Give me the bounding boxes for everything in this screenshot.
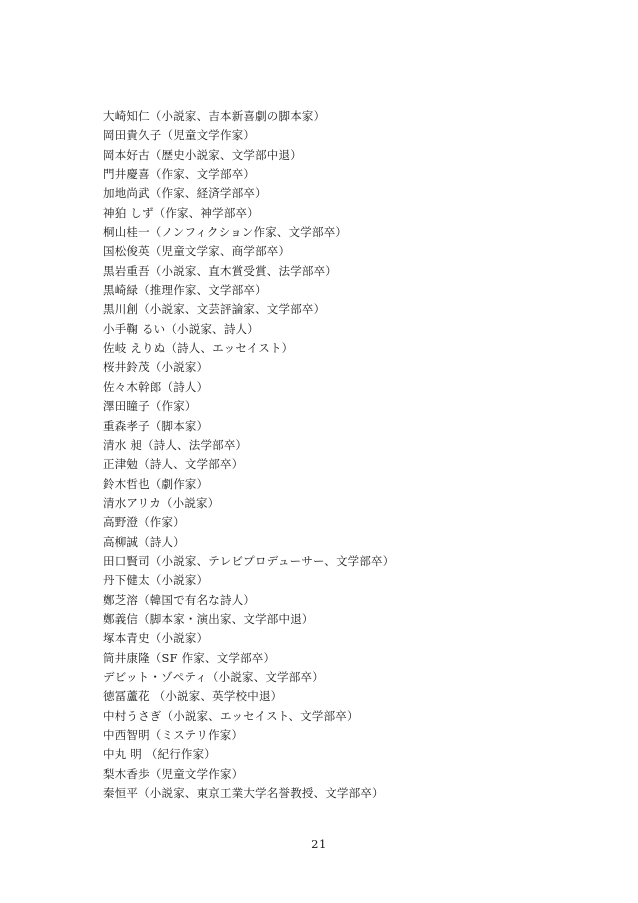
author-entry: 加地尚武（作家、経済学部卒） [103,186,267,201]
author-entry: 秦恒平（小説家、東京工業大学名誉教授、文学部卒） [103,786,384,801]
author-entry: 岡本好古（歴史小説家、文学部中退） [103,147,302,162]
author-entry: 黒川創（小説家、文芸評論家、文学部卒） [103,302,326,317]
author-entry: 鄭芝溶（韓国で有名な詩人） [103,592,256,607]
author-entry: 佐岐 えりぬ（詩人、エッセイスト） [103,341,294,356]
author-entry: 高柳誠（詩人） [103,534,185,549]
author-entry: 桐山桂一（ノンフィクション作家、文学部卒） [103,225,348,240]
author-entry: 中西智明（ミステリ作家） [103,728,244,742]
author-entry: 田口賢司（小説家、テレビプロデューサー、文学部卒） [103,553,395,568]
author-entry: 鄭義信（脚本家・演出家、文学部中退） [103,611,314,626]
author-list [103,107,603,803]
author-entry: 佐々木幹郎（詩人） [103,379,209,394]
author-entry: 小手鞠 るい（小説家、詩人） [103,321,259,336]
author-entry: 重森孝子（脚本家） [103,418,209,433]
author-entry: 鈴木哲也（劇作家） [103,476,209,491]
author-entry: 塚本青史（小説家） [103,631,209,646]
author-entry: 神狛 しず（作家、神学部卒） [103,205,259,220]
author-entry: 黒崎緑（推理作家、文学部卒） [103,283,267,298]
author-entry: 澤田瞳子（作家） [103,399,197,414]
author-entry: 黒岩重吾（小説家、直木賞受賞、法学部卒） [103,263,337,278]
author-entry: 中丸 明 （紀行作家） [103,747,217,762]
author-entry: 清水 昶（詩人、法学部卒） [103,437,248,452]
author-entry: 徳冨蘆花 （小説家、英学校中退） [103,689,283,704]
author-entry: 門井慶喜（作家、文学部卒） [103,167,256,182]
author-entry: 梨木香歩（児童文学作家） [103,766,244,781]
author-entry: 岡田貴久子（児童文学作家） [103,128,256,143]
author-entry: 丹下健太（小説家） [103,573,209,588]
author-entry: 国松俊英（児童文学家、商学部卒） [103,244,291,259]
author-entry: 高野澄（作家） [103,515,185,530]
author-entry: 正津勉（詩人、文学部卒） [103,457,244,472]
author-entry: 桜井鈴茂（小説家） [103,360,209,375]
author-entry: 筒井康隆（SF 作家、文学部卒） [103,650,276,665]
author-entry: 大崎知仁（小説家、吉本新喜劇の脚本家） [103,109,326,123]
author-entry: 中村うさぎ（小説家、エッセイスト、文学部卒） [103,708,359,723]
page-number: 21 [311,837,327,851]
author-entry: 清水アリカ（小説家） [103,495,220,510]
author-entry: デビット・ゾペティ（小説家、文学部卒） [103,669,324,684]
